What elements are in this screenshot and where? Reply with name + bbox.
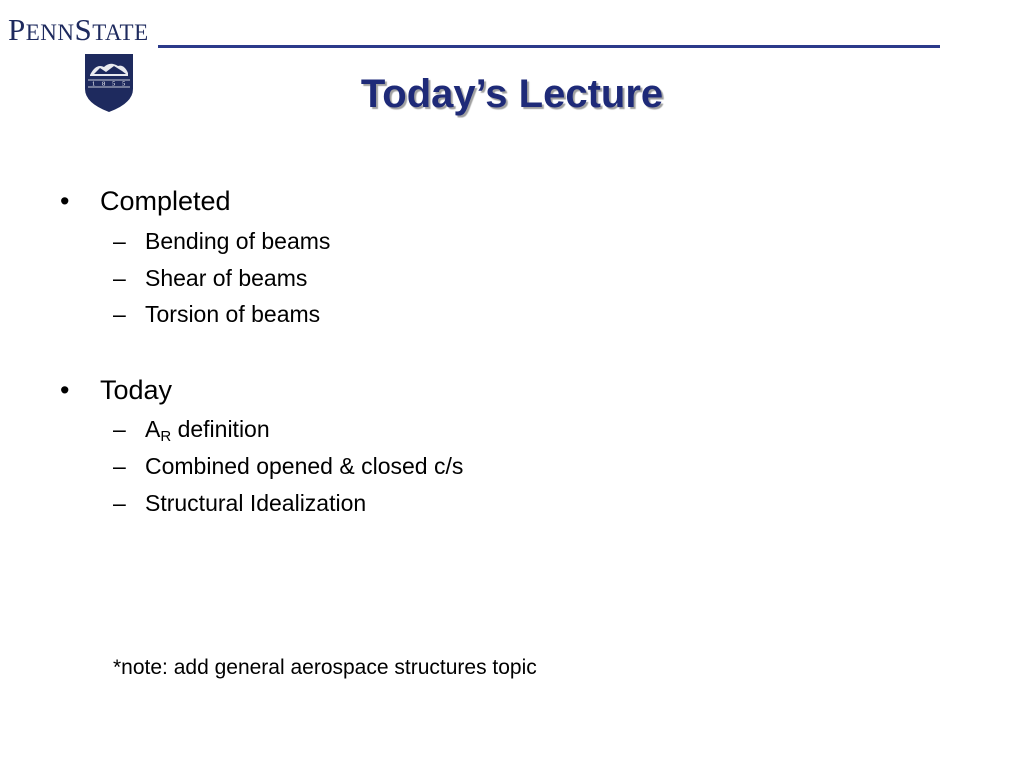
sub-bullet-item <box>113 490 366 517</box>
dash-glyph: – <box>113 490 126 516</box>
sub-bullet-item <box>113 265 307 292</box>
svg-text:1 8 5 5: 1 8 5 5 <box>92 80 126 88</box>
sub-bullet-text <box>145 416 270 445</box>
sub-bullet-item <box>113 416 270 443</box>
ar-symbol: A <box>145 416 161 442</box>
sub-bullet-item <box>113 228 330 255</box>
ar-definition-text: definition <box>171 416 270 442</box>
sub-bullet-text: Structural Idealization <box>145 490 367 516</box>
bullet-heading: Completed <box>100 186 231 216</box>
sub-bullet-item <box>113 453 463 480</box>
dash-glyph: – <box>113 228 126 254</box>
dash-glyph: – <box>113 301 126 327</box>
footnote: *note: add general aerospace structures topic <box>113 656 537 679</box>
bullet-glyph: • <box>60 186 70 216</box>
dash-glyph: – <box>113 453 126 479</box>
pennstate-wordmark: PENNSTATE <box>8 12 149 47</box>
slide-title: Today’s Lecture <box>360 72 664 116</box>
bullet-item <box>60 186 231 217</box>
dash-glyph: – <box>113 416 126 442</box>
bullet-item <box>60 375 172 406</box>
sub-bullet-item <box>113 301 320 328</box>
dash-glyph: – <box>113 265 126 291</box>
sub-bullet-text: Bending of beams <box>145 228 331 254</box>
ar-subscript: R <box>160 428 172 445</box>
sub-bullet-text: Combined opened & closed c/s <box>145 453 464 479</box>
bullet-heading: Today <box>100 375 173 405</box>
bullet-glyph: • <box>60 375 70 405</box>
header-rule <box>158 45 940 48</box>
sub-bullet-text: Shear of beams <box>145 265 308 291</box>
sub-bullet-text: Torsion of beams <box>145 301 321 327</box>
